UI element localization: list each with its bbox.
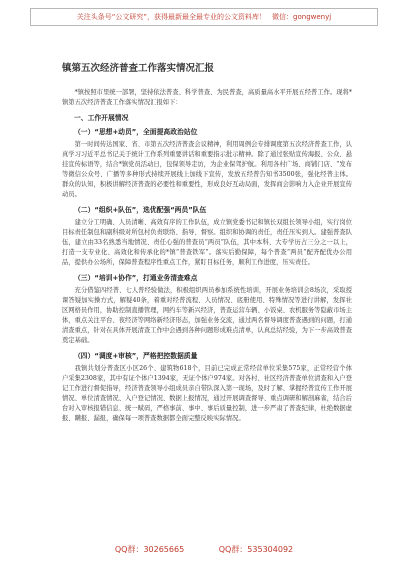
document-title: 镇第五次经济普查工作落实情况汇报 (62, 63, 215, 74)
banner-text: 关注头条号“公文研究”，获得最新最全最专业的公文资料库！ (76, 13, 267, 21)
intro-paragraph: *镇按照市里统一部署，坚持依法普查、科学普查、为民普查，高质量高水平开展五经普工作。现将*镇第五次经济普查工作落实情况汇报如下： (62, 89, 352, 106)
subsection-heading-2: （二）“组织+队伍”，选优配强“两员”队伍 (74, 206, 207, 214)
section-heading: 一、工作开展情况 (74, 114, 129, 122)
subsection-heading-1: （一）“思想+动员”，全面提高政治站位 (74, 128, 198, 136)
subsection-heading-4: （四）“调度+审核”，严格把控数据质量 (74, 352, 198, 360)
paragraph-2: 建立分工明确、人员清晰、高效有序的工作队伍，成立镇党委书记和镇长双组长领导小组，实行岗位目标责任制包和副科级对所包村负责联络、指导、督察。组织和协调的责任，责任压实到人。建强普查队伍，建立由33名熟悉当地情况、责任心强的普查员“两员”队伍，其中本科、大专学历占三分之一以上，打造一支专业化、高效化和传承化的*镇“普查铁军”。落实后勤保障，每个普查“两员”配齐配优办公用品，提供办公场所，保障普查程序性重点工作，紧盯目标任务，顺利工作进度，压实责任。 (62, 219, 352, 266)
document-body (62, 60, 352, 424)
wechat-link[interactable]: 微信：gongwenyj (272, 13, 332, 21)
paragraph-4: 我镇共划分普查区小区26个、建筑物618个，目前已完成正常经营单位采集575家，正常经营个体户采集2308家，其中有证个体户1394家，无证个体户974家。对各村、社区经济普查单位清查和入户登记工作进行督促指导，经济普查领导小组成员亲自带队深入第一现场，及时了解、掌握经普宣传工作开展情况、单位清查情况、入户登记情况、数据上报情况，通过开展调查督导、重点调研和解剖麻雀，结合后台对入审核报错信息、统一赋码，严格事前、事中、事后质量控制，进一步严肃了普查纪律，杜绝数据虚报、瞒报、漏报，确保每一项普查数据都全面完整反映实际情况。 (62, 365, 352, 422)
subsection-heading-3: （三）“培训+协作”，打通业务清查难点 (74, 274, 198, 282)
paragraph-3: 充分借鉴四经普、七人普经验做法，积极组织两员参加系统性培训，开展业务培训会8场次，采取授课答疑加实操方式，解疑40条，着重对经普流程、人员情况、底册使用、特殊情况等进行讲解，发挥社区网格员作用，协助控制直播管理，网约车等新兴经济，普查运营车辆、小饭桌、农机服务等隐蔽市场主体，重点关注平台、夜经济等网络新经济形态，加强业务交流，通过两名督导调度普查遇到的问题，打通清查重点，针对在具体开展清查工作中会遇到各种问题形成难点清单，认真总结经验，为下一步高效普查奠定基础。 (62, 287, 352, 344)
paragraph-1: 第一时间传达国家、省、市第五次经济普查会议精神，利用周例会专排调度第五次经济普查工作，认真学习习近平总书记关于统计工作系列重要讲话和重要指示批示精神。除了通过张贴宣传海报、公众、悬挂宣传标语等，结合*镇党员活动日，包保领导走访，为企业保驾护航。利用各村广场、商铺门店、“发布等微信公众号、广播等多种形式持续开展线上加线下宣传，发放五经普告知书3500张，强化经普主体。群众的认知，积极讲解经济普查的必要性和重要性，形成良好互动局面，发挥商会影响力入企业开展宣传动员。 (62, 141, 352, 198)
footer-contacts (0, 544, 408, 555)
qq-group-1: QQ群：30265665 (114, 545, 185, 554)
qq-group-2: QQ群：535304092 (218, 545, 294, 554)
promo-banner[interactable] (30, 8, 378, 26)
